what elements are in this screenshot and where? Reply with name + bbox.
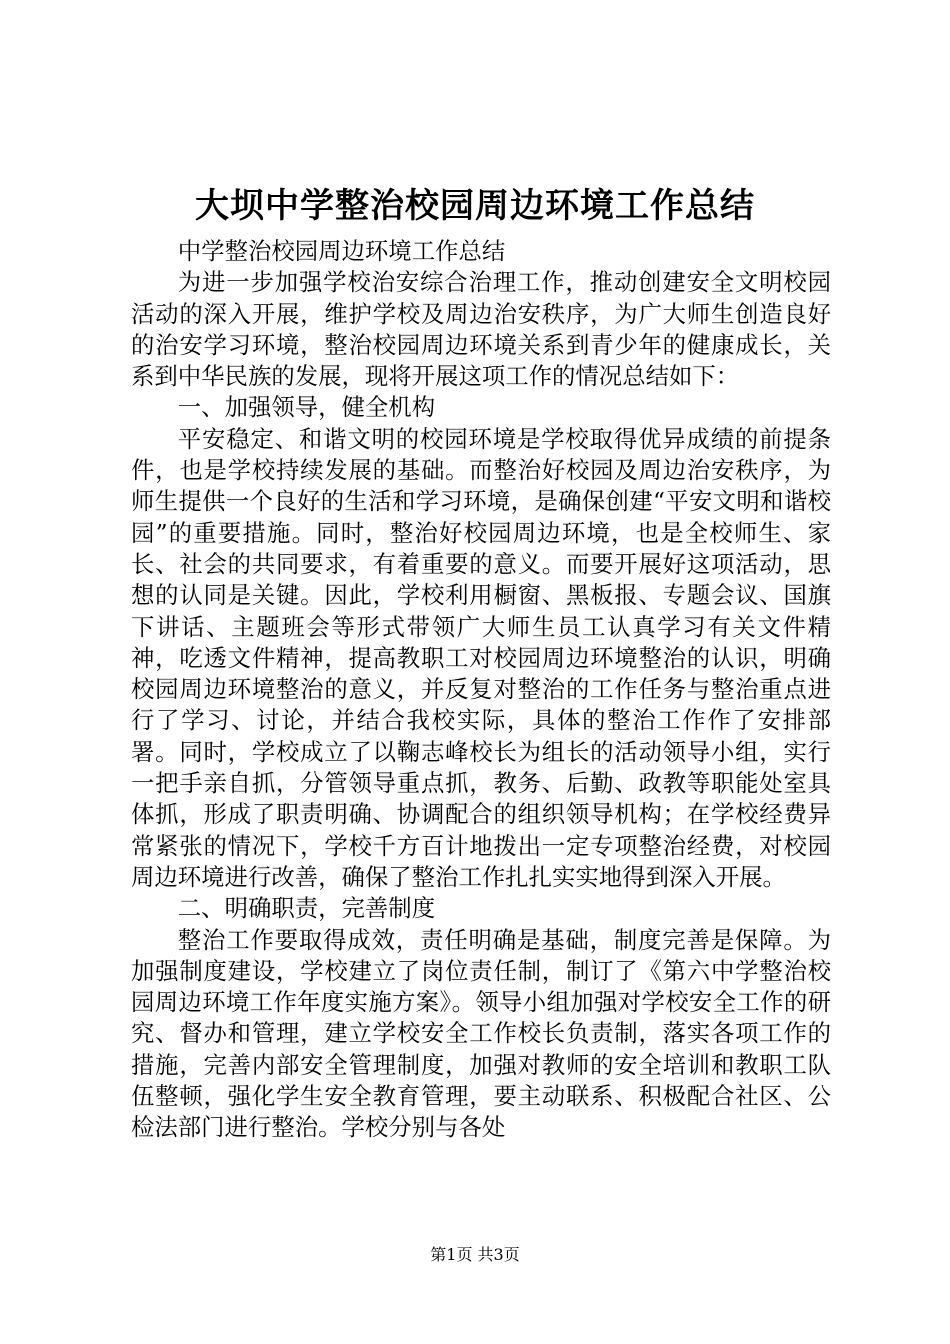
- page-footer: 第1页 共3页: [430, 1245, 520, 1264]
- paragraph-section-1: 平安稳定、和谐文明的校园环境是学校取得优异成绩的前提条件，也是学校持续发展的基础。而整治好校园及周边治安秩序，为师生提供一个良好的生活和学习环境，是确保创建“平安文明和谐校园”的重要措施。同时，整治好校园周边环境，也是全校师生、家长、社会的共同要求，有着重要的意义。而要开展好这项活动，思想的认同是关键。因此，学校利用橱窗、黑板报、专题会议、国旗下讲话、主题班会等形式带领广大师生员工认真学习有关文件精神，吃透文件精神，提高教职工对校园周边环境整治的认识，明确校园周边环境整治的意义，并反复对整治的工作任务与整治重点进行了学习、讨论，并结合我校实际，具体的整治工作作了安排部署。同时，学校成立了以鞠志峰校长为组长的活动领导小组，实行一把手亲自抓，分管领导重点抓，教务、后勤、政教等职能处室具体抓，形成了职责明确、协调配合的组织领导机构；在学校经费异常紧张的情况下，学校千方百计地拨出一定专项整治经费，对校园周边环境进行改善，确保了整治工作扎扎实实地得到深入开展。: [131, 424, 831, 891]
- paragraph-intro: 为进一步加强学校治安综合治理工作，推动创建安全文明校园活动的深入开展，维护学校及周边治安秩序，为广大师生创造良好的治安学习环境，整治校园周边环境关系到青少年的健康成长，关系到中华民族的发展，现将开展这项工作的情况总结如下：: [131, 268, 831, 391]
- document-body: [131, 236, 831, 1144]
- paragraph-subtitle: 中学整治校园周边环境工作总结: [177, 237, 506, 265]
- document-title: 大坝中学整治校园周边环境工作总结: [195, 186, 755, 226]
- paragraph-section-2: 整治工作要取得成效，责任明确是基础，制度完善是保障。为加强制度建设，学校建立了岗位责任制，制订了《第六中学整治校园周边环境工作年度实施方案》。领导小组加强对学校安全工作的研究、督办和管理，建立学校安全工作校长负责制，落实各项工作的措施，完善内部安全管理制度，加强对教师的安全培训和教职工队伍整顿，强化学生安全教育管理，要主动联系、积极配合社区、公检法部门进行整治。学校分别与各处: [131, 925, 831, 1142]
- section-heading-1: 一、加强领导，健全机构: [177, 393, 436, 422]
- section-heading-2: 二、明确职责，完善制度: [177, 894, 436, 923]
